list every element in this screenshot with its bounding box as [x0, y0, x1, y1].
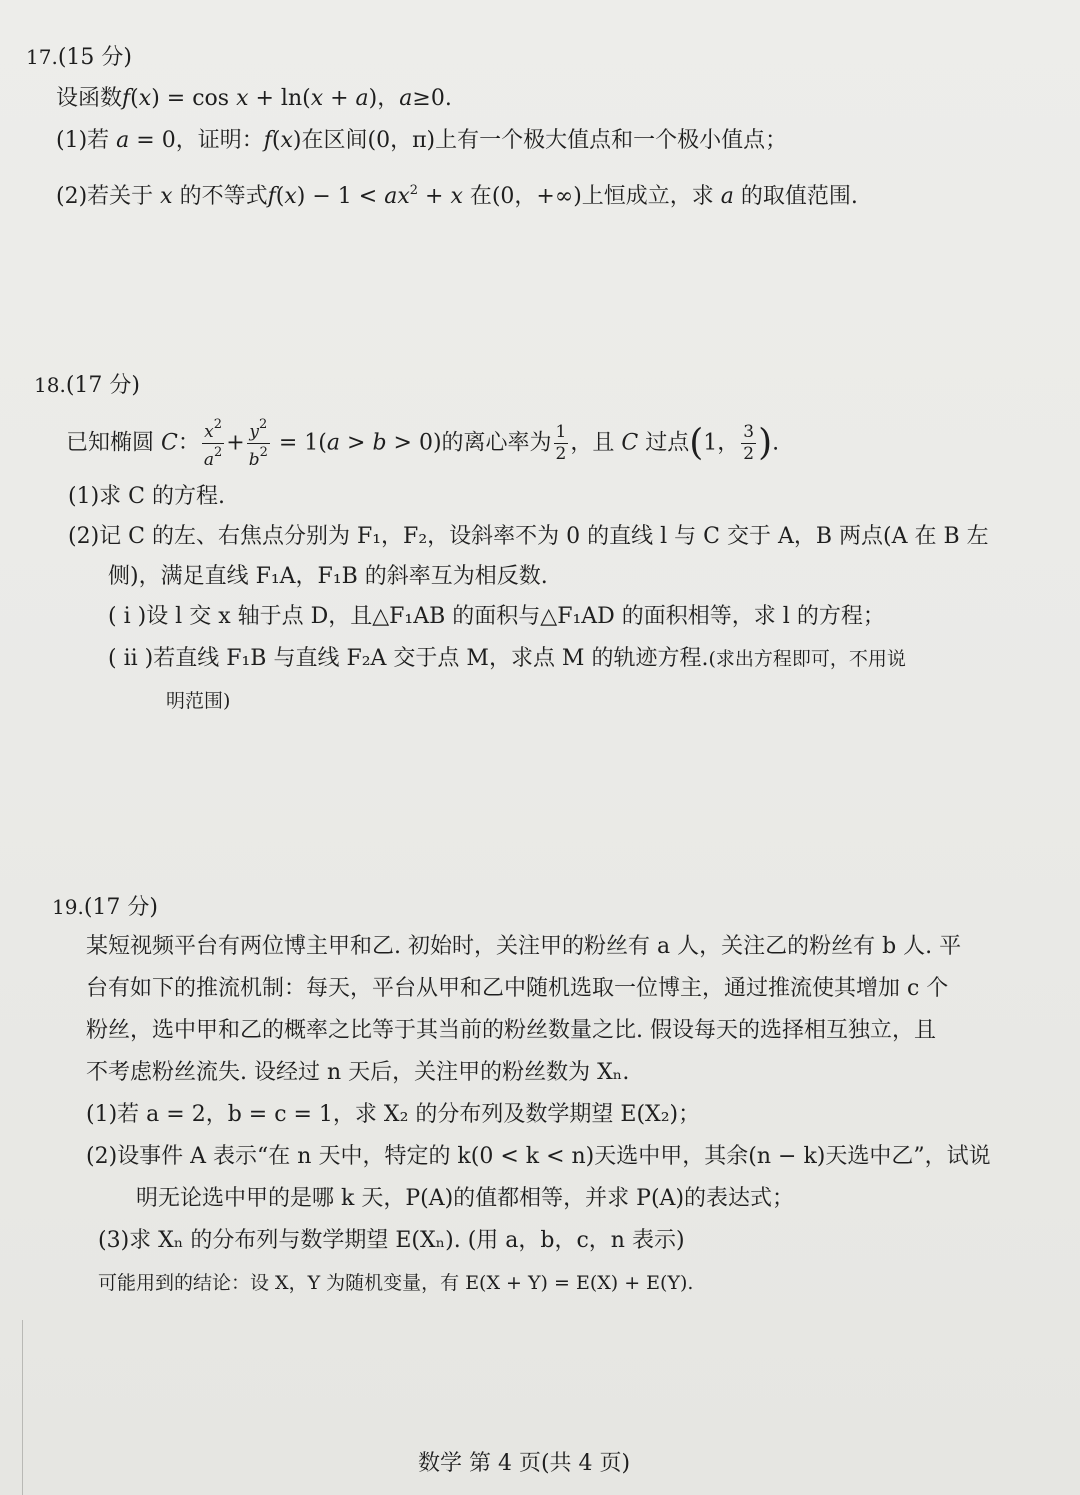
q18-header	[34, 370, 140, 401]
q18-part2-line1: (2)记 C 的左、右焦点分别为 F₁，F₂，设斜率不为 0 的直线 l 与 C 交于 A，B 两点(A 在 B 左	[68, 524, 989, 549]
q18-part2-ii: ( ⅱ )若直线 F₁B 与直线 F₂A 交于点 M，求点 M 的轨迹方程.(求出方程即可，不用说	[108, 646, 906, 671]
q19-part1: (1)若 a = 2，b = c = 1，求 X₂ 的分布列及数学期望 E(X₂)；	[86, 1102, 701, 1127]
point-y-fraction: $\frac{3}{2}$	[743, 422, 755, 464]
q19-score: (17 分)	[83, 895, 158, 920]
ellipse-y-term: $\frac{y^2}{b^2}$	[248, 417, 268, 470]
q18-part1: (1)求 C 的方程.	[68, 484, 225, 509]
q17-header	[26, 42, 132, 73]
q18-part2-ii-note: (求出方程即可，不用说	[708, 648, 906, 670]
q19-stem-line3: 粉丝，选中甲和乙的概率之比等于其当前的粉丝数量之比. 假设每天的选择相互独立，且	[86, 1018, 936, 1043]
q18-part2-i: ( ⅰ )设 l 交 x 轴于点 D，且△F₁AB 的面积与△F₁AD 的面积相等，求 l 的方程；	[108, 604, 885, 629]
q18-part2-ii-cont: 明范围)	[166, 690, 231, 712]
q19-number: 19.	[52, 895, 84, 919]
q17-part1: (1)若 a = 0，证明：f(x)在区间(0，π)上有一个极大值点和一个极小值点；	[56, 128, 788, 153]
q19-part3: (3)求 Xₙ 的分布列与数学期望 E(Xₙ). (用 a，b，c，n 表示)	[98, 1228, 685, 1253]
q19-stem-line2: 台有如下的推流机制：每天，平台从甲和乙中随机选取一位博主，通过推流使其增加 c 个	[86, 976, 949, 1001]
q17-score: (15 分)	[57, 45, 132, 70]
q17-part2: (2)若关于 x 的不等式$f(x) - 1 < ax^2 + x$ 在(0，+∞)上恒成立，求 a 的取值范围.	[56, 183, 858, 209]
eccentricity-fraction: $\frac{1}{2}$	[555, 422, 567, 464]
q17-stem: 设函数f(x) = cos x + ln(x + a)，a≥0.	[56, 86, 452, 111]
q19-part2-line2: 明无论选中甲的是哪 k 天，P(A)的值都相等，并求 P(A)的表达式；	[136, 1186, 795, 1211]
q19-stem-line4: 不考虑粉丝流失. 设经过 n 天后，关注甲的粉丝数为 Xₙ.	[86, 1060, 630, 1085]
q18-stem: 已知椭圆 C： $\frac{x^2}{a^2}$ + $\frac{y^2}{b^2}$ = 1(a > b > 0)的离心率为 $\frac{1}{2}$ ，且 C 过点(1， $\frac{3}{2}$ ).	[66, 417, 780, 470]
ellipse-x-term: $\frac{x^2}{a^2}$	[203, 417, 223, 470]
q18-score: (17 分)	[65, 373, 140, 398]
q17-number: 17.	[26, 45, 58, 69]
q18-number: 18.	[34, 373, 66, 397]
page-fold-line	[22, 1320, 23, 1495]
page-footer: 数学 第 4 页(共 4 页)	[418, 1451, 631, 1476]
q19-hint: 可能用到的结论：设 X，Y 为随机变量，有 E(X + Y) = E(X) + E(Y).	[98, 1272, 694, 1294]
q18-part2-line2: 侧)，满足直线 F₁A，F₁B 的斜率互为相反数.	[108, 564, 548, 589]
q19-part2-line1: (2)设事件 A 表示“在 n 天中，特定的 k(0 < k < n)天选中甲，其余(n − k)天选中乙”，试说	[86, 1144, 991, 1169]
q19-header	[52, 892, 158, 923]
q19-stem-line1: 某短视频平台有两位博主甲和乙. 初始时，关注甲的粉丝有 a 人，关注乙的粉丝有 b 人. 平	[86, 934, 962, 959]
